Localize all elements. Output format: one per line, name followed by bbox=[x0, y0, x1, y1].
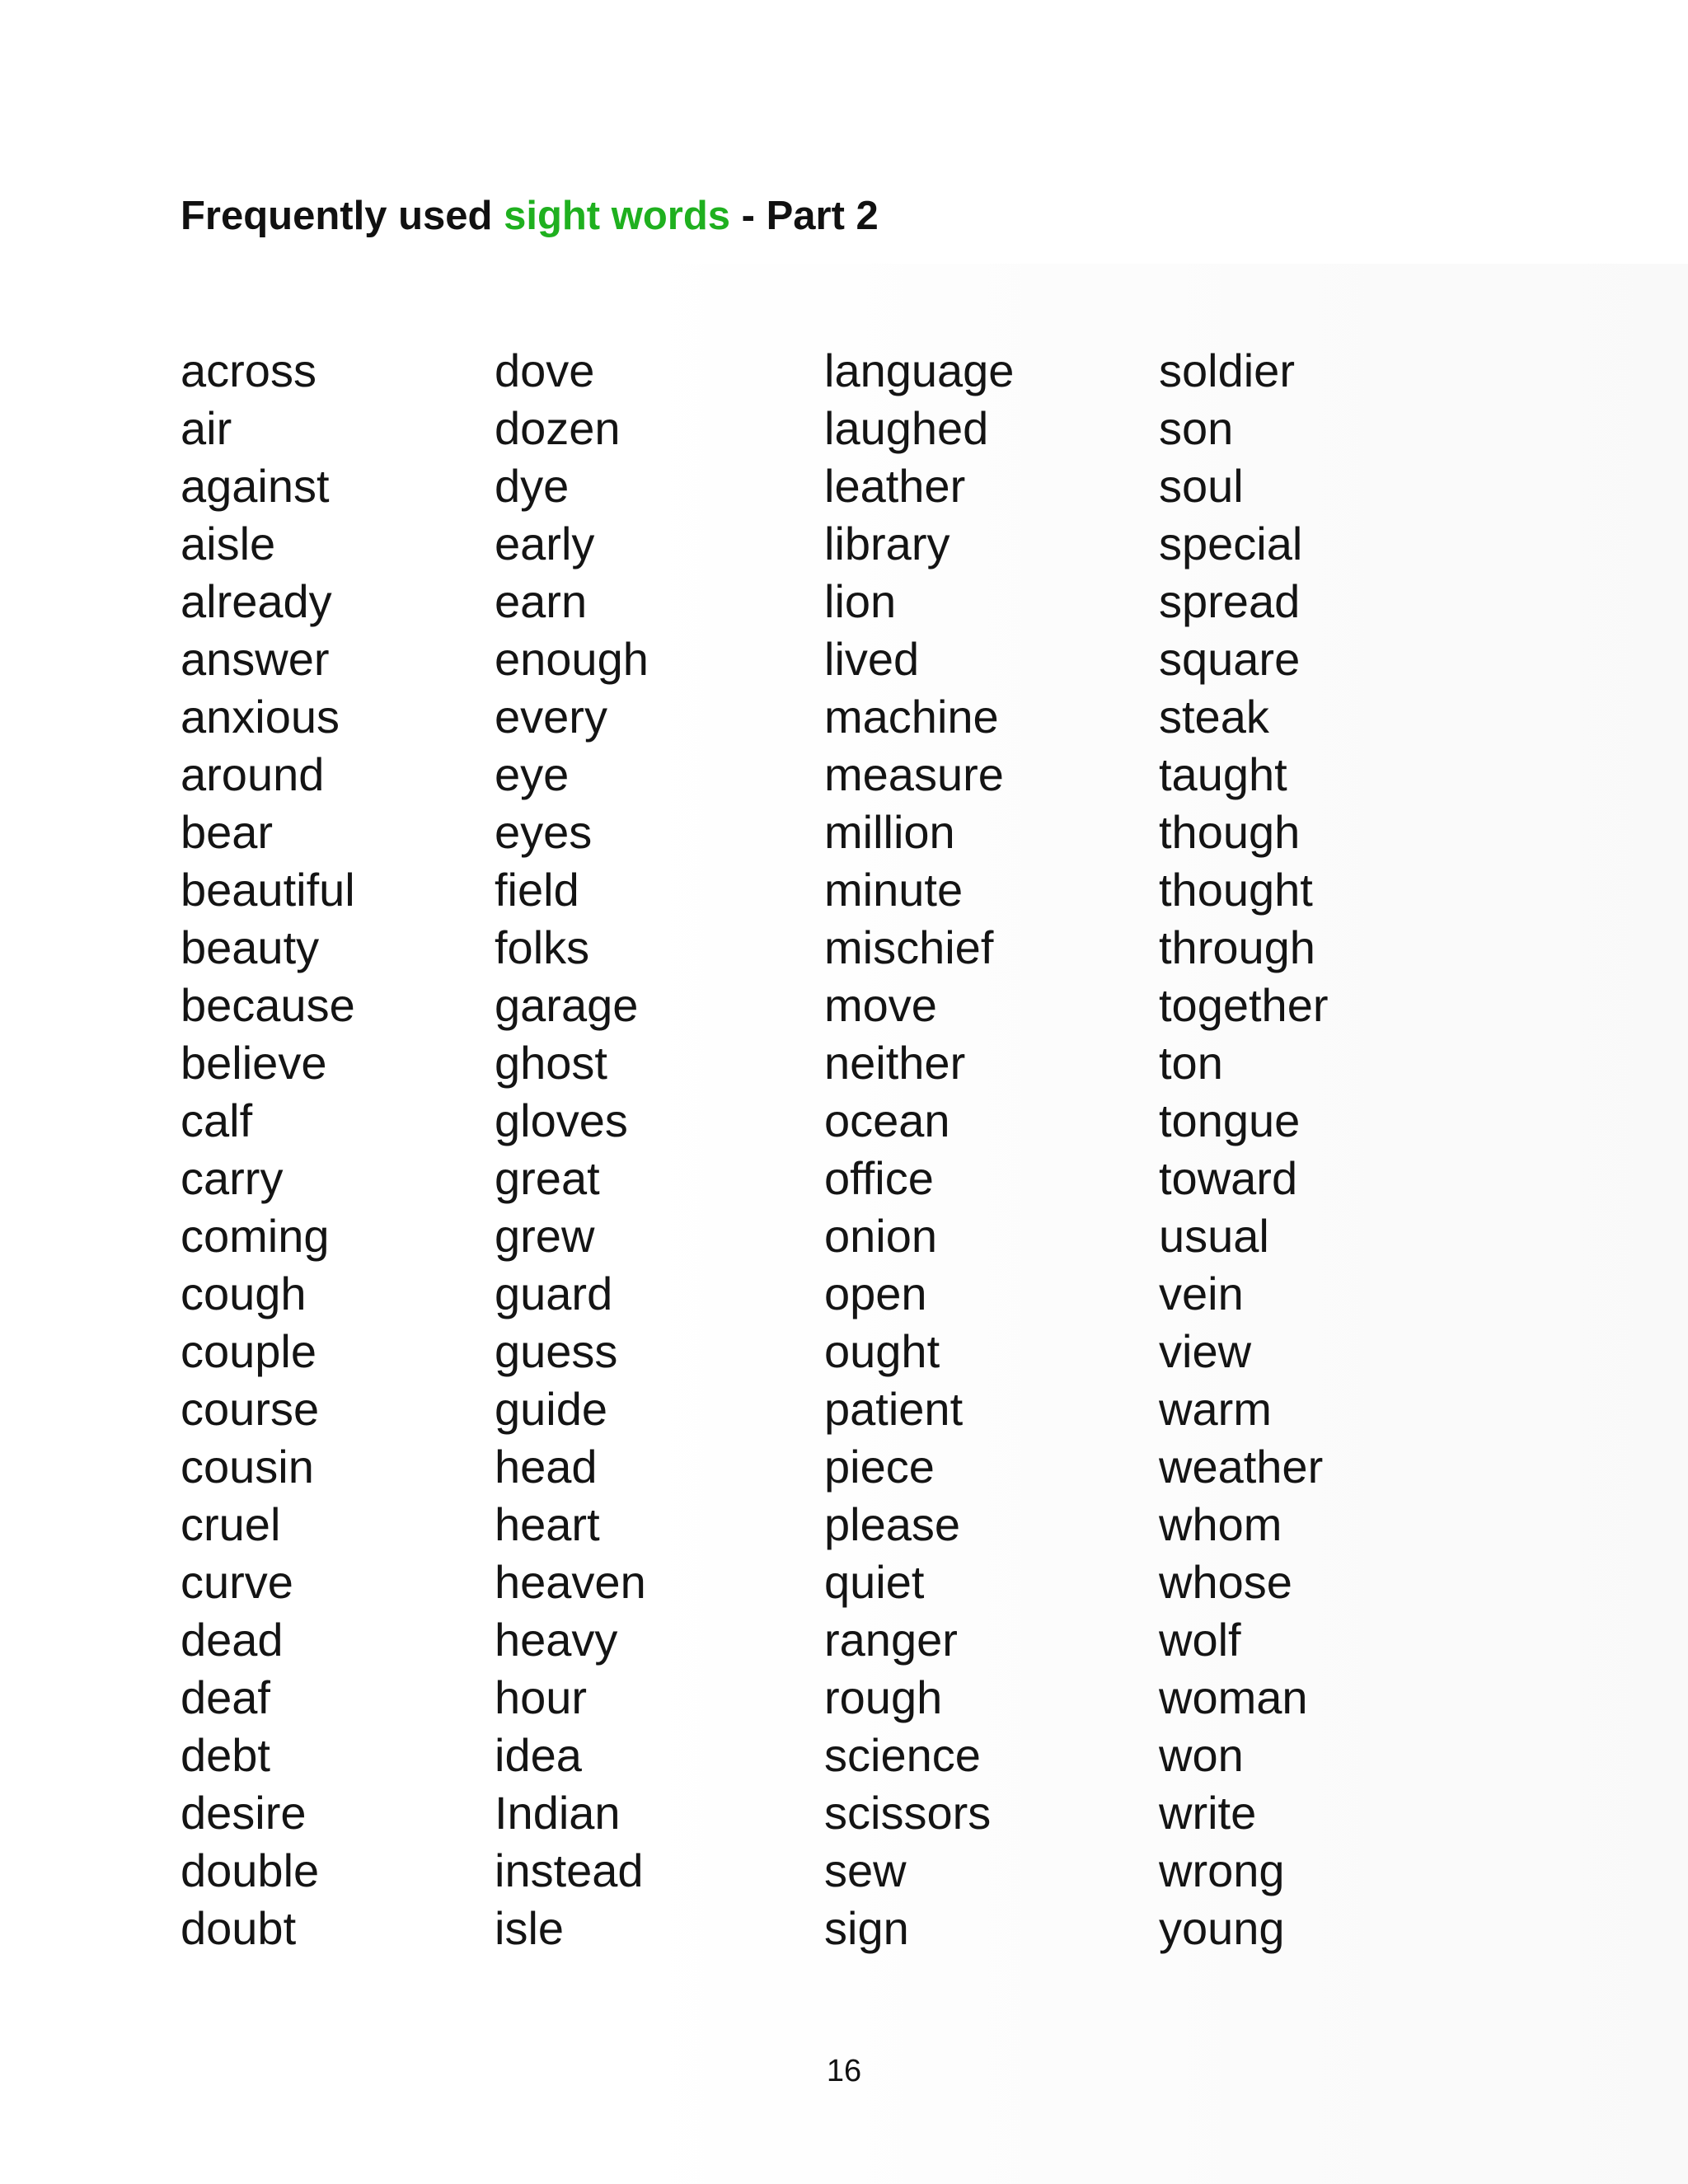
sight-word: coming bbox=[181, 1210, 330, 1262]
sight-word: instead bbox=[495, 1844, 644, 1896]
sight-word: grew bbox=[495, 1210, 595, 1262]
sight-word: ton bbox=[1159, 1037, 1223, 1089]
title-suffix: - Part 2 bbox=[730, 194, 879, 238]
sight-word: gloves bbox=[495, 1094, 628, 1146]
sight-word: open bbox=[824, 1268, 927, 1319]
sight-word: through bbox=[1159, 921, 1315, 973]
sight-word: cruel bbox=[181, 1498, 281, 1550]
sight-word: lived bbox=[824, 633, 920, 685]
sight-word: deaf bbox=[181, 1671, 270, 1723]
sight-word: curve bbox=[181, 1556, 293, 1608]
sight-word: air bbox=[181, 402, 232, 454]
sight-word: library bbox=[824, 518, 950, 569]
sight-word: great bbox=[495, 1152, 600, 1204]
sight-word: across bbox=[181, 344, 316, 396]
sight-word: sign bbox=[824, 1902, 909, 1954]
page-number: 16 bbox=[826, 2054, 862, 2088]
sight-word: special bbox=[1159, 518, 1303, 569]
sight-word: rough bbox=[824, 1671, 943, 1723]
sight-word: neither bbox=[824, 1037, 966, 1089]
sight-word: patient bbox=[824, 1383, 964, 1435]
sight-word: vein bbox=[1159, 1268, 1244, 1319]
sight-word: early bbox=[495, 518, 595, 569]
sight-word: woman bbox=[1159, 1671, 1308, 1723]
sight-word: calf bbox=[181, 1094, 253, 1146]
sight-word: toward bbox=[1159, 1152, 1298, 1204]
sight-word: ocean bbox=[824, 1094, 950, 1146]
sight-word: quiet bbox=[824, 1556, 925, 1608]
sight-word: million bbox=[824, 806, 955, 858]
sight-word: minute bbox=[824, 864, 964, 916]
sight-word: ghost bbox=[495, 1037, 607, 1089]
sight-word: ought bbox=[824, 1325, 940, 1377]
page-title bbox=[181, 191, 879, 241]
sight-word: cough bbox=[181, 1268, 307, 1319]
sight-word: young bbox=[1159, 1902, 1285, 1954]
sight-word: head bbox=[495, 1441, 598, 1493]
sight-word: ranger bbox=[824, 1614, 958, 1666]
sight-word: won bbox=[1159, 1729, 1244, 1781]
sight-word: bear bbox=[181, 806, 274, 858]
sight-word: aisle bbox=[181, 518, 276, 569]
sight-word: view bbox=[1159, 1325, 1252, 1377]
sight-word: against bbox=[181, 460, 330, 512]
sight-word: weather bbox=[1159, 1441, 1324, 1493]
title-highlight: sight words bbox=[504, 194, 731, 238]
sight-word: field bbox=[495, 864, 579, 916]
sight-word: folks bbox=[495, 921, 590, 973]
sight-word: heart bbox=[495, 1498, 600, 1550]
sight-word: leather bbox=[824, 460, 966, 512]
title-prefix: Frequently used bbox=[181, 194, 504, 238]
sight-word: idea bbox=[495, 1729, 582, 1781]
sight-word: dozen bbox=[495, 402, 621, 454]
sight-word: garage bbox=[495, 979, 639, 1031]
sight-word: debt bbox=[181, 1729, 270, 1781]
sight-word: dove bbox=[495, 344, 595, 396]
sight-word: square bbox=[1159, 633, 1301, 685]
sight-word: hour bbox=[495, 1671, 588, 1723]
sight-word: already bbox=[181, 575, 332, 627]
sight-word: laughed bbox=[824, 402, 989, 454]
sight-word: heavy bbox=[495, 1614, 618, 1666]
sight-word: move bbox=[824, 979, 937, 1031]
sight-word: thought bbox=[1159, 864, 1313, 916]
sight-word: isle bbox=[495, 1902, 565, 1954]
sight-word: believe bbox=[181, 1037, 327, 1089]
word-column-4 bbox=[1159, 342, 1329, 1957]
sight-word: beautiful bbox=[181, 864, 355, 916]
sight-word: onion bbox=[824, 1210, 938, 1262]
sight-word: anxious bbox=[181, 691, 340, 743]
sight-word: eye bbox=[495, 748, 570, 800]
sight-word: wrong bbox=[1159, 1844, 1285, 1896]
word-column-3 bbox=[824, 342, 1014, 1957]
sight-word: eyes bbox=[495, 806, 593, 858]
sight-word: warm bbox=[1159, 1383, 1272, 1435]
page-background bbox=[626, 264, 1688, 2184]
sight-word: language bbox=[824, 344, 1015, 396]
sight-word: dye bbox=[495, 460, 570, 512]
sight-word: sew bbox=[824, 1844, 907, 1896]
sight-word: please bbox=[824, 1498, 961, 1550]
sight-word: course bbox=[181, 1383, 320, 1435]
sight-word: answer bbox=[181, 633, 330, 685]
sight-word: scissors bbox=[824, 1787, 992, 1839]
sight-word: science bbox=[824, 1729, 981, 1781]
sight-word: together bbox=[1159, 979, 1329, 1031]
sight-word: guess bbox=[495, 1325, 618, 1377]
sight-word: guide bbox=[495, 1383, 608, 1435]
word-column-2 bbox=[495, 342, 649, 1957]
sight-word: cousin bbox=[181, 1441, 314, 1493]
sight-word: wolf bbox=[1159, 1614, 1241, 1666]
sight-word: earn bbox=[495, 575, 588, 627]
sight-word: Indian bbox=[495, 1787, 621, 1839]
sight-word: because bbox=[181, 979, 355, 1031]
sight-word: heaven bbox=[495, 1556, 646, 1608]
sight-word: couple bbox=[181, 1325, 317, 1377]
sight-word: though bbox=[1159, 806, 1301, 858]
sight-word: tongue bbox=[1159, 1094, 1301, 1146]
sight-word: office bbox=[824, 1152, 934, 1204]
sight-word: son bbox=[1159, 402, 1234, 454]
sight-word: lion bbox=[824, 575, 897, 627]
sight-word: whom bbox=[1159, 1498, 1282, 1550]
sight-word: dead bbox=[181, 1614, 284, 1666]
sight-word: around bbox=[181, 748, 325, 800]
sight-word: soul bbox=[1159, 460, 1244, 512]
sight-word: carry bbox=[181, 1152, 284, 1204]
sight-word: every bbox=[495, 691, 607, 743]
sight-word: mischief bbox=[824, 921, 994, 973]
sight-word: usual bbox=[1159, 1210, 1269, 1262]
sight-word: taught bbox=[1159, 748, 1287, 800]
sight-word: enough bbox=[495, 633, 649, 685]
sight-word: soldier bbox=[1159, 344, 1295, 396]
sight-word: guard bbox=[495, 1268, 613, 1319]
sight-word: steak bbox=[1159, 691, 1269, 743]
sight-word: double bbox=[181, 1844, 320, 1896]
sight-word: desire bbox=[181, 1787, 307, 1839]
sight-word: spread bbox=[1159, 575, 1301, 627]
sight-word: whose bbox=[1159, 1556, 1292, 1608]
sight-word: write bbox=[1159, 1787, 1257, 1839]
word-column-1 bbox=[181, 342, 355, 1957]
sight-word: doubt bbox=[181, 1902, 297, 1954]
sight-word: machine bbox=[824, 691, 999, 743]
sight-word: piece bbox=[824, 1441, 935, 1493]
sight-word: measure bbox=[824, 748, 1004, 800]
sight-word: beauty bbox=[181, 921, 320, 973]
